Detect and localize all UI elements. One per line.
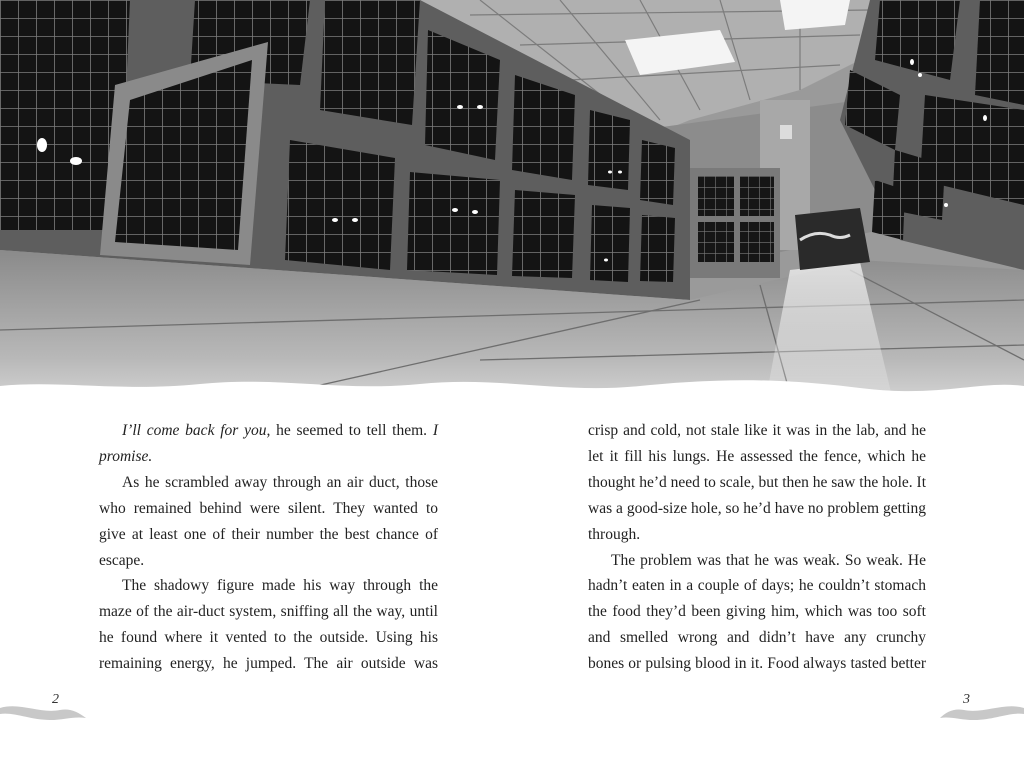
paragraph — [99, 418, 438, 470]
italic-dialogue: I’ll come back for you, — [122, 422, 271, 439]
folio-swoosh-left — [0, 700, 86, 724]
back-cage-cluster — [690, 168, 780, 278]
page-number-right: 3 — [963, 692, 970, 707]
right-page-text — [588, 418, 926, 677]
page-number-left: 2 — [52, 692, 59, 707]
paragraph: As he scrambled away through an air duct, those who remained behind were silent. They wanted to give at least one of their number the best chance of escape. — [99, 473, 438, 569]
left-page-text — [99, 418, 438, 677]
folio-swoosh-right — [940, 700, 1024, 724]
paragraph: The shadowy figure made his way through the maze of the air-duct system, sniffing all the way, until he found where it vented to the outside. Using his remaining energy, he jumped. The air outside was — [99, 577, 438, 673]
paragraph-text: he seemed to tell them. — [270, 422, 433, 439]
paragraph: The problem was that he was weak. So weak. He hadn’t eaten in a couple of days; he couldn’t stomach the food they’d been giving him, which was too soft and smelled wrong and didn’t have any crunchy bones or pulsing blood in it. Food always tasted better — [588, 551, 926, 673]
italic-dialogue-tail: I promise. — [99, 422, 438, 465]
paragraph: crisp and cold, not stale like it was in the lab, and he let it fill his lungs. He assessed the fence, which he thought he’d need to scale, but then he saw the hole. It was a good-size hole, so he’d have no problem getting through. — [588, 422, 926, 543]
